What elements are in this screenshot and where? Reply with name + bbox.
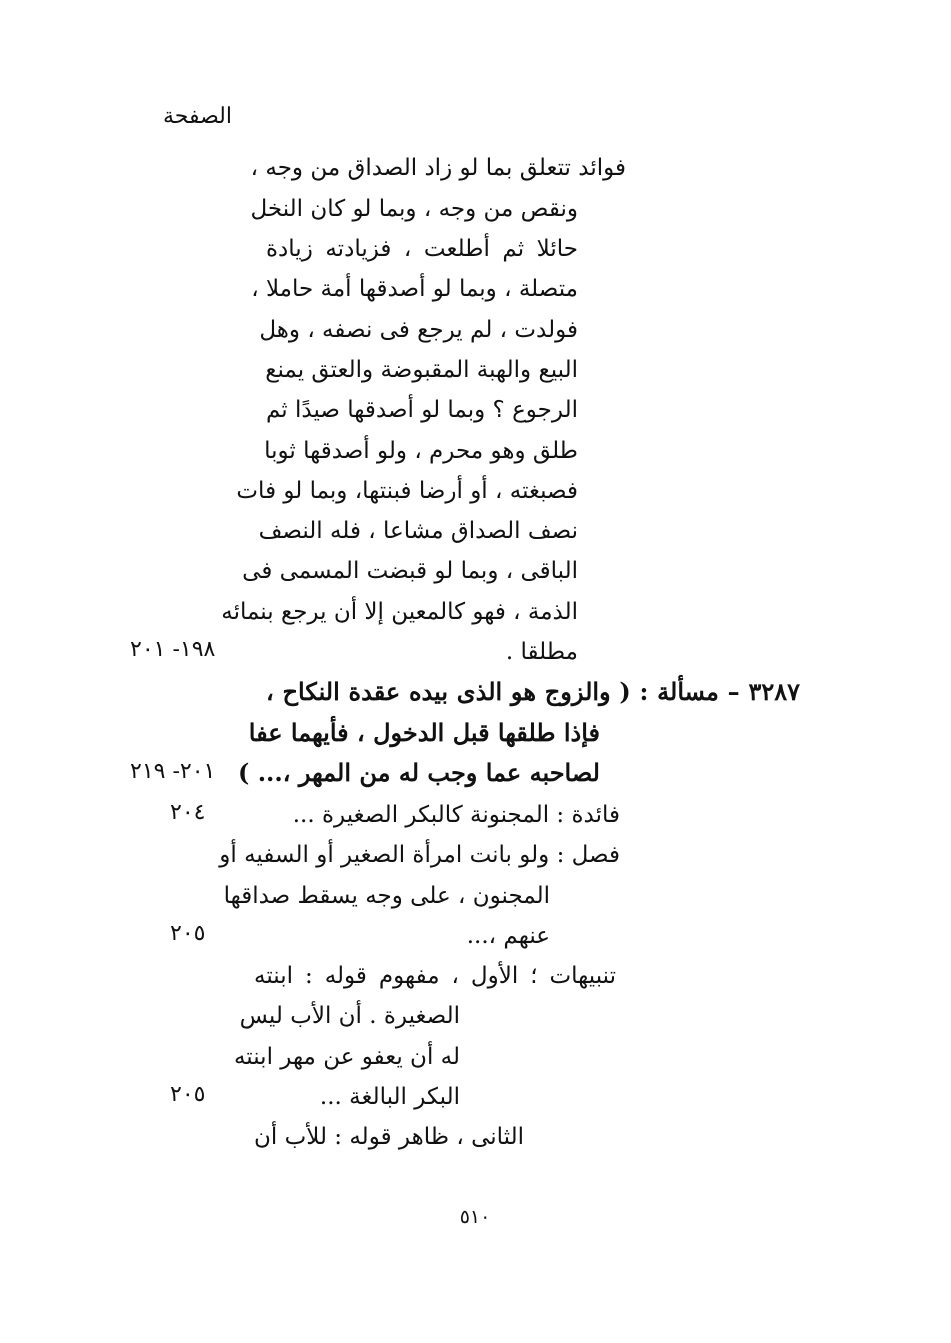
index-entry-line: فصل : ولو بانت امرأة الصغير أو السفيه أو <box>219 842 620 868</box>
page-reference: ٢٠١- ٢١٩ <box>130 759 216 784</box>
index-entry-line: مطلقا . <box>505 639 578 665</box>
index-entry-line: فصبغته ، أو أرضا فبنتها، وبما لو فات <box>236 478 578 504</box>
index-entry-line: طلق وهو محرم ، ولو أصدقها ثوبا <box>264 438 578 464</box>
index-entry-line: ونقص من وجه ، وبما لو كان النخل <box>250 196 578 222</box>
index-entry-line: متصلة ، وبما لو أصدقها أمة حاملا ، <box>251 276 578 302</box>
index-entry-line: الرجوع ؟ وبما لو أصدقها صيدًا ثم <box>266 397 578 423</box>
index-entry-line: حائلا ثم أطلعت ، فزيادته زيادة <box>266 236 578 262</box>
index-entry-line: الباقى ، وبما لو قبضت المسمى فى <box>242 558 578 584</box>
page-reference: ١٩٨- ٢٠١ <box>130 637 216 662</box>
index-entry-line: المجنون ، على وجه يسقط صداقها <box>223 883 550 909</box>
index-entry-line: فائدة : المجنونة كالبكر الصغيرة ... <box>292 802 620 828</box>
index-entry-line: البكر البالغة ... <box>319 1084 460 1110</box>
page-column-header: الصفحة <box>162 104 232 129</box>
index-entry-line: له أن يعفو عن مهر ابنته <box>233 1044 460 1070</box>
index-entry-line: الثانى ، ظاهر قوله : للأب أن <box>254 1124 524 1150</box>
index-entry-line: الذمة ، فهو كالمعين إلا أن يرجع بنمائه <box>221 599 578 625</box>
index-entry-line: فوائد تتعلق بما لو زاد الصداق من وجه ، <box>250 155 626 181</box>
index-entry-line: البيع والهبة المقبوضة والعتق يمنع <box>265 357 578 383</box>
page-reference: ٢٠٥ <box>170 1082 206 1107</box>
page-reference: ٢٠٤ <box>170 800 206 825</box>
page-number: ٥١٠ <box>459 1206 491 1228</box>
masala-heading-line: لصاحبه عما وجب له من المهر ،... ) <box>237 758 600 787</box>
masala-heading-line: فإذا طلقها قبل الدخول ، فأيهما عفا <box>248 718 600 747</box>
index-entry-line: تنبيهات ؛ الأول ، مفهوم قوله : ابنته <box>254 963 616 989</box>
index-entry-line: فولدت ، لم يرجع فى نصفه ، وهل <box>259 317 578 343</box>
page-reference: ٢٠٥ <box>170 921 206 946</box>
masala-heading-line: ٣٢٨٧ – مسألة : ( والزوج هو الذى بيده عقدة النكاح ، <box>266 677 800 706</box>
index-entry-line: نصف الصداق مشاعا ، فله النصف <box>258 518 578 544</box>
index-entry-line: الصغيرة . أن الأب ليس <box>239 1003 460 1029</box>
index-entry-line: عنهم ،... <box>466 923 550 949</box>
